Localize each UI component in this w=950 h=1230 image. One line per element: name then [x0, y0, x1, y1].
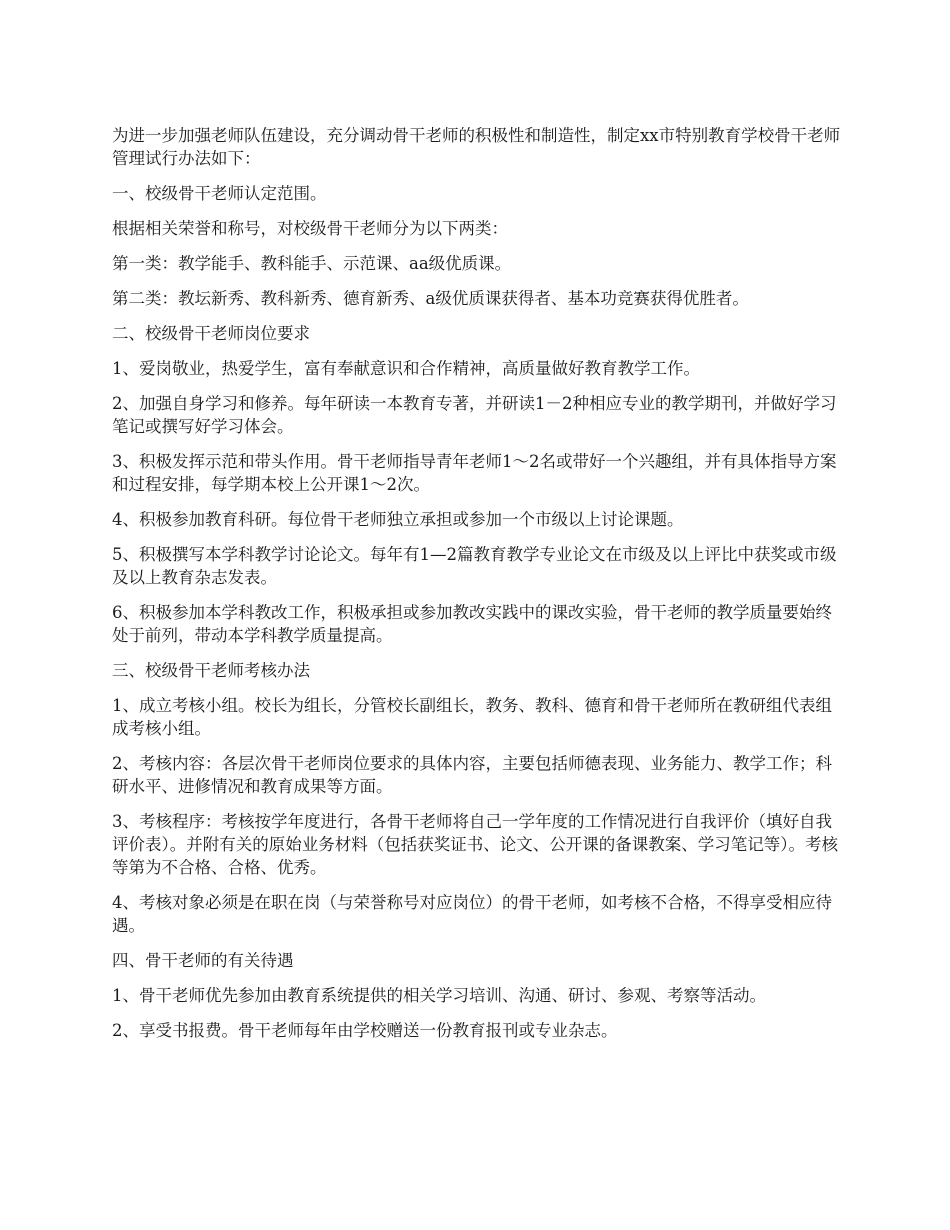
paragraph: 第一类：教学能手、教科能手、示范课、aa级优质课。	[112, 254, 512, 273]
paragraph: 2、加强自身学习和修养。每年研读一本教育专著，并研读1－2种相应专业的教学期刊，并做好学习笔记或撰写好学习体会。	[112, 394, 837, 436]
paragraph: 6、积极参加本学科教改工作，积极承担或参加教改实践中的课改实验，骨干老师的教学质量要始终处于前列，带动本学科教学质量提高。	[112, 603, 832, 645]
paragraph: 第二类：教坛新秀、教科新秀、德育新秀、a级优质课获得者、基本功竞赛获得优胜者。	[112, 289, 749, 308]
paragraph: 4、考核对象必须是在职在岗（与荣誉称号对应岗位）的骨干老师，如考核不合格，不得享受相应待遇。	[112, 893, 832, 935]
paragraph: 1、爱岗敬业，热爱学生，富有奉献意识和合作精神，高质量做好教育教学工作。	[112, 359, 700, 378]
paragraph: 1、成立考核小组。校长为组长，分管校长副组长，教务、教科、德育和骨干老师所在教研组代表组成考核小组。	[112, 696, 832, 738]
paragraph: 5、积极撰写本学科教学讨论论文。每年有1—2篇教育教学专业论文在市级及以上评比中获奖或市级及以上教育杂志发表。	[112, 545, 837, 587]
section-heading-3: 三、校级骨干老师考核办法	[112, 661, 310, 680]
intro-paragraph: 为进一步加强老师队伍建设，充分调动骨干老师的积极性和制造性，制定xx市特别教育学校骨干老师管理试行办法如下：	[112, 126, 841, 168]
paragraph: 根据相关荣誉和称号，对校级骨干老师分为以下两类：	[112, 219, 508, 238]
section-heading-2: 二、校级骨干老师岗位要求	[112, 324, 310, 343]
section-heading-1: 一、校级骨干老师认定范围。	[112, 184, 327, 203]
paragraph: 3、积极发挥示范和带头作用。骨干老师指导青年老师1～2名或带好一个兴趣组，并有具体指导方案和过程安排，每学期本校上公开课1～2次。	[112, 452, 837, 494]
paragraph: 2、享受书报费。骨干老师每年由学校赠送一份教育报刊或专业杂志。	[112, 1021, 618, 1040]
section-heading-4: 四、骨干老师的有关待遇	[112, 951, 294, 970]
document-body	[112, 124, 844, 1054]
paragraph: 4、积极参加教育科研。每位骨干老师独立承担或参加一个市级以上讨论课题。	[112, 510, 684, 529]
paragraph: 1、骨干老师优先参加由教育系统提供的相关学习培训、沟通、研讨、参观、考察等活动。	[112, 986, 766, 1005]
paragraph: 2、考核内容：各层次骨干老师岗位要求的具体内容，主要包括师德表现、业务能力、教学工作；科研水平、进修情况和教育成果等方面。	[112, 754, 832, 796]
paragraph: 3、考核程序：考核按学年度进行，各骨干老师将自己一学年度的工作情况进行自我评价（填好自我评价表）。并附有关的原始业务材料（包括获奖证书、论文、公开课的备课教案、学习笔记等）。考核等第为不合格、合格、优秀。	[112, 812, 838, 877]
